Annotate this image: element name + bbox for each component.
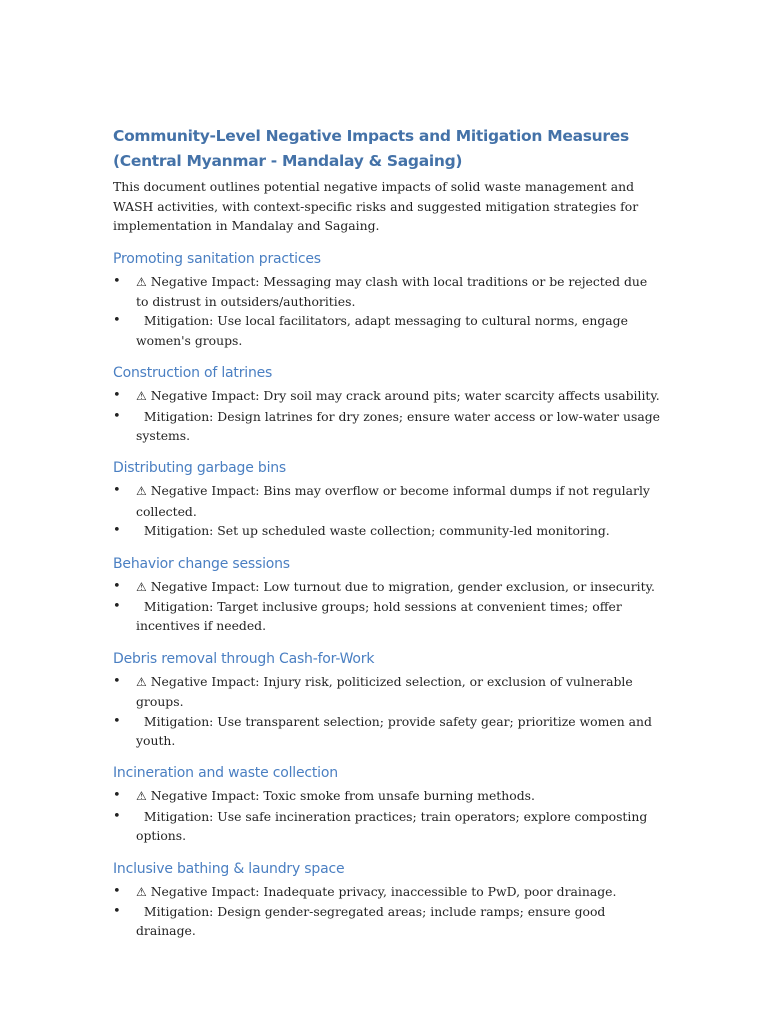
bullet-icon: • (113, 408, 121, 424)
mitigation-text: Mitigation: Use transparent selection; provide safety gear; prioritize women and youth. (136, 713, 652, 748)
section-heading: Inclusive bathing & laundry space (113, 860, 345, 877)
section (113, 362, 663, 445)
title-line-2: (Central Myanmar - Mandalay & Sagaing) (113, 152, 463, 170)
section (113, 858, 663, 941)
impact-item (113, 786, 663, 806)
bullet-icon: • (113, 313, 121, 329)
impact-item (113, 481, 663, 521)
impact-text: Negative Impact: Messaging may clash with local traditions or be rejected due to distrust in outsiders/authorities. (136, 273, 648, 309)
bullet-list (113, 272, 663, 351)
bullet-icon: • (113, 578, 121, 594)
impact-text: Negative Impact: Bins may overflow or become informal dumps if not regularly collected. (136, 483, 650, 519)
bullet-icon: • (113, 273, 121, 289)
bullet-list (113, 386, 663, 445)
document-title (113, 124, 663, 174)
section (113, 248, 663, 351)
section-heading: Distributing garbage bins (113, 460, 287, 477)
warning-icon: ⚠ (136, 484, 147, 499)
mitigation-item (113, 902, 663, 941)
mitigation-text: Mitigation: Set up scheduled waste collection; community-led monitoring. (143, 523, 610, 539)
mitigation-text: Mitigation: Target inclusive groups; hold sessions at convenient times; offer incentives if needed. (136, 598, 622, 634)
impact-item (113, 386, 663, 406)
impact-text: Negative Impact: Dry soil may crack around pits; water scarcity affects usability. (150, 388, 660, 404)
section-heading: Debris removal through Cash-for-Work (113, 650, 375, 667)
impact-text: Negative Impact: Injury risk, politicized selection, or exclusion of vulnerable groups. (136, 673, 633, 710)
mitigation-item (113, 712, 663, 751)
bullet-icon: • (113, 673, 121, 689)
mitigation-text: Mitigation: Use safe incineration practices; train operators; explore composting options. (136, 808, 648, 844)
warning-icon: ⚠ (136, 674, 147, 689)
impact-item (113, 882, 663, 902)
section (113, 553, 663, 636)
mitigation-text: Mitigation: Use local facilitators, adapt messaging to cultural norms, engage women's groups. (136, 313, 628, 348)
bullet-icon: • (113, 808, 121, 824)
bullet-icon: • (113, 788, 121, 804)
impact-text: Negative Impact: Low turnout due to migration, gender exclusion, or insecurity. (150, 578, 655, 594)
intro-paragraph: This document outlines potential negative impacts of solid waste management and WASH activities, with context-specific risks and suggested mitigation strategies for implementation in Mandalay and Sagaing. (113, 179, 639, 233)
bullet-icon: • (113, 598, 121, 614)
bullet-list (113, 577, 663, 636)
section (113, 457, 663, 540)
warning-icon: ⚠ (136, 389, 147, 404)
document-page (113, 124, 663, 941)
section-heading: Behavior change sessions (113, 555, 290, 572)
title-line-1: Community-Level Negative Impacts and Mitigation Measures (113, 127, 629, 145)
bullet-list (113, 786, 663, 845)
bullet-list (113, 481, 663, 540)
section-heading: Promoting sanitation practices (113, 250, 321, 267)
bullet-icon: • (113, 904, 121, 920)
bullet-icon: • (113, 483, 121, 499)
warning-icon: ⚠ (136, 884, 147, 899)
sections-container (113, 248, 663, 941)
mitigation-item (113, 597, 663, 636)
section-heading: Construction of latrines (113, 365, 273, 382)
mitigation-text: Mitigation: Design gender-segregated areas; include ramps; ensure good drainage. (136, 904, 606, 939)
warning-icon: ⚠ (136, 789, 147, 804)
mitigation-item (113, 311, 663, 350)
section (113, 648, 663, 751)
bullet-list (113, 882, 663, 941)
bullet-icon: • (113, 713, 121, 729)
impact-text: Negative Impact: Inadequate privacy, inaccessible to PwD, poor drainage. (150, 883, 617, 899)
section-heading: Incineration and waste collection (113, 765, 338, 782)
bullet-icon: • (113, 388, 121, 404)
impact-item (113, 272, 663, 312)
bullet-icon: • (113, 523, 121, 539)
impact-item (113, 577, 663, 597)
warning-icon: ⚠ (136, 579, 147, 594)
impact-item (113, 672, 663, 712)
bullet-list (113, 672, 663, 751)
mitigation-item (113, 521, 663, 540)
section (113, 762, 663, 845)
mitigation-item (113, 807, 663, 846)
bullet-icon: • (113, 883, 121, 899)
mitigation-item (113, 407, 663, 446)
impact-text: Negative Impact: Toxic smoke from unsafe burning methods. (150, 788, 535, 804)
warning-icon: ⚠ (136, 274, 147, 289)
mitigation-text: Mitigation: Design latrines for dry zones; ensure water access or low-water usage systems. (136, 408, 660, 443)
